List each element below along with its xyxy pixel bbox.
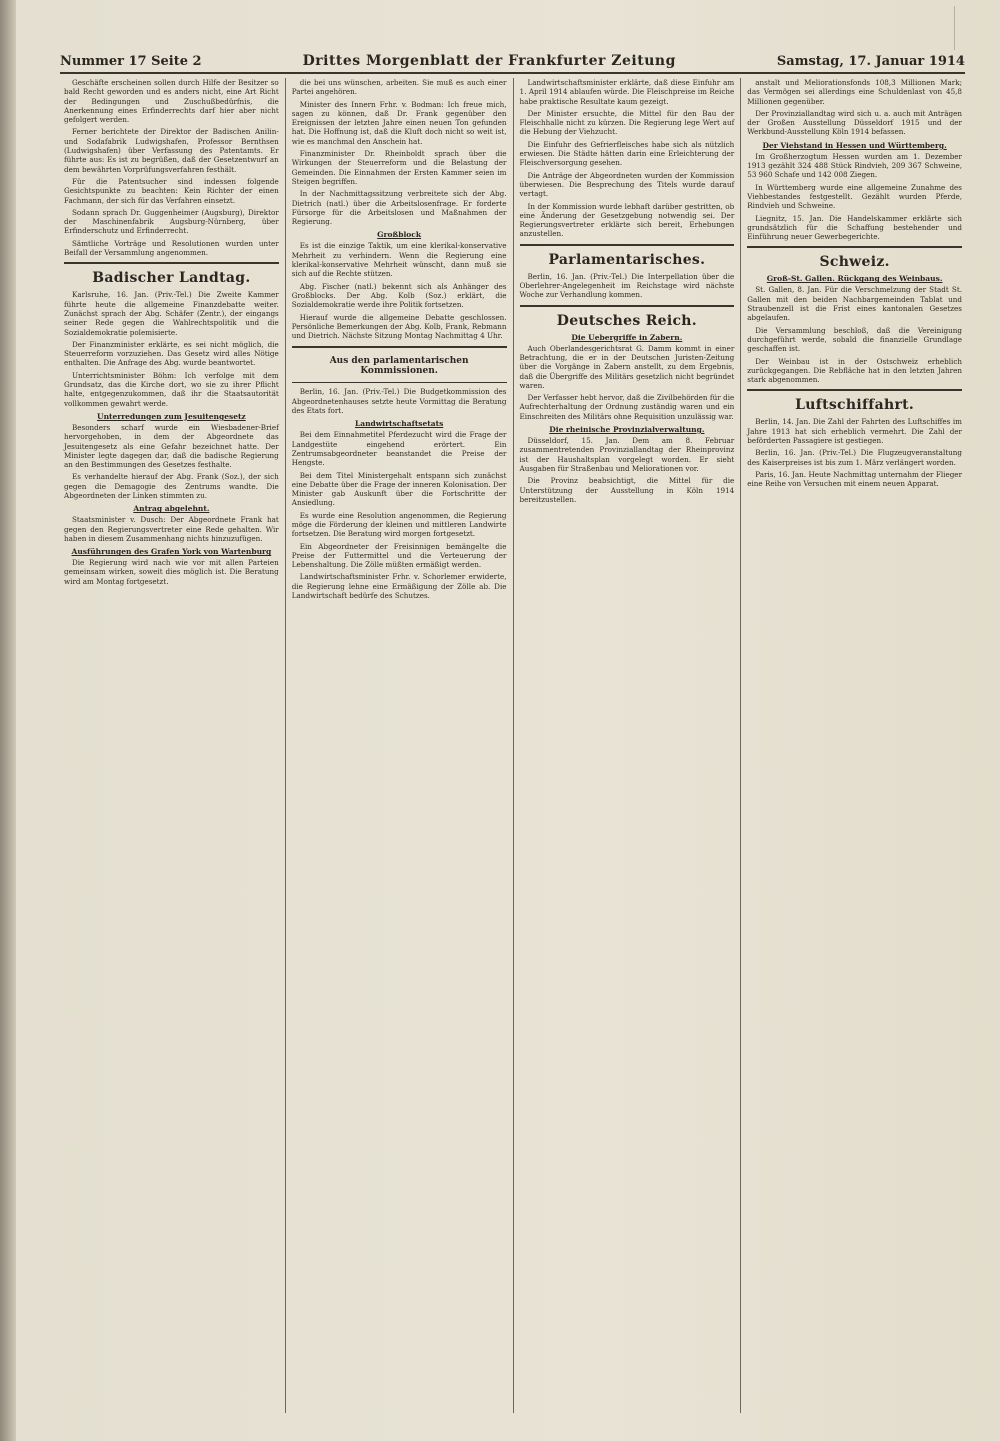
paragraph: anstalt und Meliorationsfonds 108,3 Millionen Mark; das Vermögen sei allerdings eine Schuldenlast von 45,8 Millionen gegenüber. <box>747 78 962 106</box>
section-divider <box>747 246 962 248</box>
section-heading: Parlamentarisches. <box>548 251 706 268</box>
section-heading: Deutsches Reich. <box>556 312 697 329</box>
section-divider <box>747 389 962 391</box>
paragraph: Unterrichtsminister Böhm: Ich verfolge mit dem Grundsatz, das die Kirche dort, wo sie zu ihrer Pflicht halte, entgegenzukommen, daß ihr die Staatsautorität vollkommen gewahrt werde. <box>64 370 279 408</box>
paragraph: Finanzminister Dr. Rheinboldt sprach über die Wirkungen der Steuerreform und die Belastung der Gemeinden. Die Einnahmen der Ersten Kammer seien im Steigen begriffen. <box>291 149 507 186</box>
paragraph: Minister des Innern Frhr. v. Bodman: Ich freue mich, sagen zu können, daß Dr. Frank gegenüber den Ereignissen der letzten Jahre einen neuen Ton gefunden hat. Die Hoffnung ist, daß die Kluft doch nicht so weit ist, wie es manchmal den Anschein hat. <box>291 99 507 146</box>
paragraph: Für die Patentsucher sind indessen folgende Gesichtspunkte zu beachten: Kein Richter der einen Fachmann, der sich für das Verfahren einsetzt. <box>64 176 279 205</box>
paragraph: Der Finanzminister erklärte, es sei nicht möglich, die Steuerreform vorzuziehen. Das Gesetz wird alles Nötige enthalten. Die Anfrage des Abg. wurde beantwortet. <box>64 339 279 368</box>
paragraph: Besonders scharf wurde ein Wiesbadener-Brief hervorgehoben, in dem der Abgeordnete das Jesuitengesetz als eine Gefahr bezeichnet hatte. Der Minister legte dagegen dar, daß die badische Regierung an den Bestimmungen des Gesetzes festhalte. <box>64 422 279 470</box>
paragraph: In Württemberg wurde eine allgemeine Zunahme des Viehbestandes festgestellt. Gezählt wurden Pferde, Rindvieh und Schweine. <box>747 182 962 211</box>
paragraph: Liegnitz, 15. Jan. Die Handelskammer erklärte sich grundsätzlich für die Schaffung bestehender und Einführung neuer Gewerbegerichte. <box>747 213 962 242</box>
paragraph: Im Großherzogtum Hessen wurden am 1. Dezember 1913 gezählt 324 488 Stück Rindvieh, 209 367 Schweine, 53 960 Schafe und 142 008 Ziegen. <box>747 151 962 180</box>
masthead <box>60 50 965 74</box>
subheading: Die rheinische Provinzialverwaltung. <box>549 425 705 435</box>
paragraph: Auch Oberlandesgerichtsrat G. Damm kommt in einer Betrachtung, die er in der Deutschen Juristen-Zeitung über die Vorgänge in Zabern anstellt, zu dem Ergebnis, daß die Übergriffe des Militärs gesetzlich nicht begründet waren. <box>519 343 735 390</box>
section-heading: Badischer Landtag. <box>92 270 251 287</box>
subheading: Großblock <box>377 230 422 240</box>
paragraph: In der Kommission wurde lebhaft darüber gestritten, ob eine Änderung der Gesetzgebung notwendig sei. Der Regierungsvertreter erklärte sich bereit, Erhebungen anzustellen. <box>519 201 735 239</box>
subheading: Unterredungen zum Jesuitengesetz <box>97 411 246 421</box>
paragraph: Der Minister ersuchte, die Mittel für den Bau der Fleischhalle nicht zu kürzen. Die Regierung lege Wert auf die Hebung der Viehzucht. <box>519 108 735 137</box>
paragraph: Der Verfasser hebt hervor, daß die Zivilbehörden für die Aufrechterhaltung der Ordnung zuständig waren und ein Einschreiten des Militärs ohne Requisition unzulässig war. <box>519 393 735 421</box>
section-heading: Luftschiffahrt. <box>795 397 915 414</box>
page-binding <box>0 0 16 1441</box>
paragraph: Ein Abgeordneter der Freisinnigen bemängelte die Preise der Futtermittel und die Verteuerung der Lebenshaltung. Die Zölle müßten ermäßigt werden. <box>291 541 507 570</box>
paragraph: In der Nachmittagssitzung verbreitete sich der Abg. Dietrich (natl.) über die Arbeitslosenfrage. Er forderte Fürsorge für die Arbeitslosen und Maßnahmen der Regierung. <box>291 189 507 227</box>
column-3 <box>514 78 742 1413</box>
paragraph: Ferner berichtete der Direktor der Badischen Anilin- und Sodafabrik Ludwigshafen, Professor Bernthsen (Ludwigshafen) über Verfassung des Patentamts. Er führte aus: Es ist zu begrüßen, daß der Gesetzentwurf an dem bewährten Vorprüfungsverfahren festhält. <box>64 127 279 174</box>
paragraph: Sodann sprach Dr. Guggenheimer (Augsburg), Direktor der Maschinenfabrik Augsburg-Nürnberg, über Erfinderschutz und Erfinderrecht. <box>64 207 279 236</box>
subheading: Antrag abgelehnt. <box>133 504 210 514</box>
paragraph: Der Weinbau ist in der Ostschweiz erheblich zurückgegangen. Die Rebfläche hat in den letzten Jahren stark abgenommen. <box>747 356 962 385</box>
paragraph: Die Einfuhr des Gefrierfleisches habe sich als nützlich erwiesen. Die Städte hätten darin eine Erleichterung der Fleischversorgung gesehen. <box>519 139 735 168</box>
column-4 <box>741 78 968 1413</box>
section-divider <box>520 244 735 246</box>
paragraph: Die Provinz beabsichtigt, die Mittel für die Unterstützung der Ausstellung in Köln 1914 bereitzustellen. <box>519 476 735 504</box>
paragraph: Bei dem Titel Ministergehalt entspann sich zunächst eine Debatte über die Frage der inneren Kolonisation. Der Minister gab Auskunft über die Fortschritte der Ansiedlung. <box>291 470 507 508</box>
paragraph: Berlin, 14. Jan. Die Zahl der Fahrten des Luftschiffes im Jahre 1913 hat sich erheblich vermehrt. Die Zahl der beförderten Passagiere ist gestiegen. <box>747 417 962 446</box>
section-heading: Schweiz. <box>819 254 890 271</box>
paragraph: Die Versammlung beschloß, daß die Vereinigung durchgeführt werde, sobald die finanzielle Grundlage geschaffen ist. <box>747 325 962 354</box>
paragraph: Der Provinziallandtag wird sich u. a. auch mit Anträgen der Großen Ausstellung Düsseldorf 1915 und der Werkbund-Ausstellung Köln 1914 befassen. <box>747 108 962 137</box>
masthead-left: Nummer 17 Seite 2 <box>60 54 202 69</box>
paragraph: Hierauf wurde die allgemeine Debatte geschlossen. Persönliche Bemerkungen der Abg. Kolb, Frank, Rebmann und Dietrich. Nächste Sitzung Montag Nachmittag 4 Uhr. <box>291 312 507 341</box>
section-box <box>292 346 507 383</box>
adjacent-page-edge <box>954 6 976 50</box>
paragraph: Karlsruhe, 16. Jan. (Priv.-Tel.) Die Zweite Kammer führte heute die allgemeine Finanzdebatte weiter. Zunächst sprach der Abg. Schäfer (Zentr.), der eingangs seiner Rede gegen die Wahlrechtspolitik und die Sozialdemokratie polemisierte. <box>64 290 279 337</box>
subheading: Der Viehstand in Hessen und Württemberg. <box>762 140 947 150</box>
paragraph: Staatsminister v. Dusch: Der Abgeordnete Frank hat gegen den Regierungsvertreter eine Rede gehalten. Wir haben in diesem Zusammenhang nichts hinzuzufügen. <box>64 515 279 543</box>
paragraph: Landwirtschaftsminister erklärte, daß diese Einfuhr am 1. April 1914 ablaufen würde. Die Fleischpreise im Reiche habe praktische Resultate kaum gezeigt. <box>519 78 735 106</box>
masthead-date: Samstag, 17. Januar 1914 <box>776 54 965 69</box>
paragraph: St. Gallen, 8. Jan. Für die Verschmelzung der Stadt St. Gallen mit den beiden Nachbargemeinden Tablat und Straubenzell ist die Frist eines kantonalen Gesetzes abgelaufen. <box>747 285 962 323</box>
article-columns <box>58 78 968 1413</box>
subheading: Ausführungen des Grafen York von Wartenburg <box>71 547 272 557</box>
paragraph: Die Anträge der Abgeordneten wurden der Kommission überwiesen. Die Besprechung des Titels wurde darauf vertagt. <box>519 170 735 199</box>
paragraph: Die Regierung wird nach wie vor mit allen Parteien gemeinsam wirken, soweit dies möglich ist. Die Beratung wird am Montag fortgesetzt. <box>64 558 279 586</box>
paragraph: Es ist die einzige Taktik, um eine klerikal-konservative Mehrheit zu verhindern. Wenn die Regierung eine klerikal-konservative Mehrheit wünscht, dann muß sie sich auf die Rechte stützen. <box>291 241 507 279</box>
paragraph: Geschäfte erscheinen sollen durch Hilfe der Besitzer so bald Recht geworden und es anders nicht, eine Art Richt der Bedingungen und Zuschußbedürfnis, die Anerkennung eines Erfinderrechts darf hier aber nicht gefolgert werden. <box>64 78 279 125</box>
paragraph: die bei uns wünschen, arbeiten. Sie muß es auch einer Partei angehören. <box>291 78 507 97</box>
subheading: Groß-St. Gallen. Rückgang des Weinbaus. <box>766 274 943 284</box>
paragraph: Abg. Fischer (natl.) bekennt sich als Anhänger des Großblocks. Der Abg. Kolb (Soz.) erklärt, die Sozialdemokratie werde ihre Politik fortsetzen. <box>291 281 507 310</box>
paragraph: Bei dem Einnahmetitel Pferdezucht wird die Frage der Landgestüte eingehend erörtert. Ein Zentrumsabgeordneter beanstandet die Preise der Hengste. <box>291 430 507 468</box>
paragraph: Berlin, 16. Jan. (Priv.-Tel.) Die Interpellation über die Oberlehrer-Angelegenheit im Reichstage wird nächste Woche zur Verhandlung kommen. <box>519 271 735 300</box>
column-2 <box>286 78 514 1413</box>
subheading: Landwirtschaftsetats <box>354 419 444 429</box>
section-divider <box>64 262 279 264</box>
subheading: Die Uebergriffe in Zabern. <box>571 332 683 342</box>
paragraph: Es wurde eine Resolution angenommen, die Regierung möge die Förderung der kleinen und mittleren Landwirte fortsetzen. Die Beratung wird morgen fortgesetzt. <box>291 510 507 539</box>
paragraph: Berlin, 16. Jan. (Priv.-Tel.) Die Flugzeugveranstaltung des Kaiserpreises ist bis zum 1. März verlängert worden. <box>747 448 962 467</box>
masthead-title: Drittes Morgenblatt der Frankfurter Zeitung <box>302 53 676 69</box>
paragraph: Paris, 16. Jan. Heute Nachmittag unternahm der Flieger eine Reihe von Versuchen mit einem neuen Apparat. <box>747 469 962 489</box>
paragraph: Landwirtschaftsminister Frhr. v. Schorlemer erwiderte, die Regierung lehne eine Ermäßigung der Zölle ab. Die Landwirtschaft bedürfe des Schutzes. <box>291 572 507 601</box>
paragraph: Es verhandelte hierauf der Abg. Frank (Soz.), der sich gegen die Demagogie des Zentrums wandte. Die Abgeordneten der Linken stimmten zu. <box>64 472 279 500</box>
paragraph: Sämtliche Vorträge und Resolutionen wurden unter Beifall der Versammlung angenommen. <box>64 238 279 258</box>
section-divider <box>520 305 735 307</box>
section-heading: Aus den parlamentarischen Kommissionen. <box>329 356 469 377</box>
paragraph: Berlin, 16. Jan. (Priv.-Tel.) Die Budgetkommission des Abgeordnetenhauses setzte heute Vormittag die Beratung des Etats fort. <box>291 387 507 416</box>
column-1 <box>58 78 286 1413</box>
paragraph: Düsseldorf, 15. Jan. Dem am 8. Februar zusammentretenden Provinziallandtag der Rheinprovinz ist der Haushaltsplan vorgelegt worden. Er sieht Ausgaben für Straßenbau und Meliorationen vor. <box>519 436 735 473</box>
